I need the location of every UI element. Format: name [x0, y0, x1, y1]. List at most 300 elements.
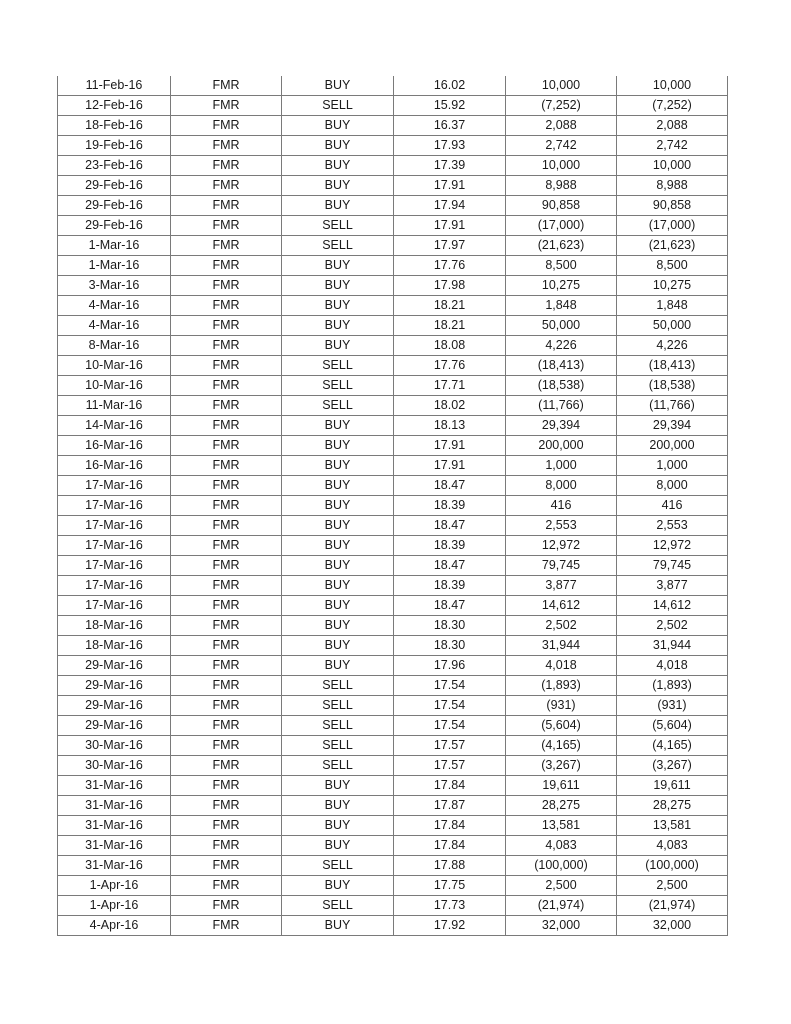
shares-cell: 1,848 — [506, 296, 617, 316]
action-cell: BUY — [282, 116, 394, 136]
price-cell: 18.39 — [394, 536, 506, 556]
shares-cell: 2,553 — [506, 516, 617, 536]
net-shares-cell: 14,612 — [617, 596, 728, 616]
net-shares-cell: (21,974) — [617, 896, 728, 916]
shares-cell: (7,252) — [506, 96, 617, 116]
table-row — [58, 116, 728, 136]
table-row — [58, 696, 728, 716]
date-cell: 30-Mar-16 — [58, 756, 171, 776]
price-cell: 17.91 — [394, 216, 506, 236]
net-shares-cell: (17,000) — [617, 216, 728, 236]
action-cell: BUY — [282, 816, 394, 836]
action-cell: BUY — [282, 336, 394, 356]
price-cell: 18.39 — [394, 496, 506, 516]
table-row — [58, 236, 728, 256]
action-cell: SELL — [282, 236, 394, 256]
date-cell: 31-Mar-16 — [58, 816, 171, 836]
price-cell: 17.76 — [394, 356, 506, 376]
net-shares-cell: (11,766) — [617, 396, 728, 416]
holder-cell: FMR — [171, 696, 282, 716]
action-cell: BUY — [282, 916, 394, 936]
price-cell: 17.84 — [394, 776, 506, 796]
table-row — [58, 776, 728, 796]
net-shares-cell: 4,018 — [617, 656, 728, 676]
net-shares-cell: 2,553 — [617, 516, 728, 536]
table-row — [58, 316, 728, 336]
table-row — [58, 836, 728, 856]
net-shares-cell: (21,623) — [617, 236, 728, 256]
table-row — [58, 736, 728, 756]
action-cell: BUY — [282, 836, 394, 856]
shares-cell: 2,742 — [506, 136, 617, 156]
holder-cell: FMR — [171, 836, 282, 856]
net-shares-cell: 1,000 — [617, 456, 728, 476]
date-cell: 4-Apr-16 — [58, 916, 171, 936]
shares-cell: (21,623) — [506, 236, 617, 256]
net-shares-cell: (100,000) — [617, 856, 728, 876]
shares-cell: 3,877 — [506, 576, 617, 596]
date-cell: 31-Mar-16 — [58, 856, 171, 876]
date-cell: 8-Mar-16 — [58, 336, 171, 356]
date-cell: 3-Mar-16 — [58, 276, 171, 296]
holder-cell: FMR — [171, 256, 282, 276]
shares-cell: 10,000 — [506, 156, 617, 176]
date-cell: 29-Mar-16 — [58, 696, 171, 716]
shares-cell: (3,267) — [506, 756, 617, 776]
table-row — [58, 636, 728, 656]
date-cell: 23-Feb-16 — [58, 156, 171, 176]
price-cell: 17.84 — [394, 836, 506, 856]
table-row — [58, 196, 728, 216]
action-cell: BUY — [282, 776, 394, 796]
date-cell: 1-Apr-16 — [58, 876, 171, 896]
holder-cell: FMR — [171, 176, 282, 196]
shares-cell: 200,000 — [506, 436, 617, 456]
price-cell: 17.73 — [394, 896, 506, 916]
table-row — [58, 676, 728, 696]
action-cell: BUY — [282, 616, 394, 636]
net-shares-cell: (18,413) — [617, 356, 728, 376]
action-cell: BUY — [282, 496, 394, 516]
table-row — [58, 796, 728, 816]
table-row — [58, 456, 728, 476]
holder-cell: FMR — [171, 736, 282, 756]
net-shares-cell: 2,088 — [617, 116, 728, 136]
shares-cell: 19,611 — [506, 776, 617, 796]
holder-cell: FMR — [171, 896, 282, 916]
table-row — [58, 216, 728, 236]
price-cell: 18.47 — [394, 556, 506, 576]
action-cell: BUY — [282, 256, 394, 276]
holder-cell: FMR — [171, 236, 282, 256]
holder-cell: FMR — [171, 496, 282, 516]
date-cell: 17-Mar-16 — [58, 536, 171, 556]
shares-cell: (5,604) — [506, 716, 617, 736]
action-cell: BUY — [282, 636, 394, 656]
table-row — [58, 596, 728, 616]
price-cell: 18.39 — [394, 576, 506, 596]
table-row — [58, 496, 728, 516]
shares-cell: 90,858 — [506, 196, 617, 216]
table-row — [58, 356, 728, 376]
date-cell: 19-Feb-16 — [58, 136, 171, 156]
table-row — [58, 276, 728, 296]
shares-cell: 12,972 — [506, 536, 617, 556]
net-shares-cell: 2,502 — [617, 616, 728, 636]
holder-cell: FMR — [171, 676, 282, 696]
action-cell: SELL — [282, 396, 394, 416]
price-cell: 18.47 — [394, 516, 506, 536]
action-cell: BUY — [282, 536, 394, 556]
holder-cell: FMR — [171, 596, 282, 616]
date-cell: 29-Mar-16 — [58, 676, 171, 696]
net-shares-cell: 2,500 — [617, 876, 728, 896]
action-cell: BUY — [282, 136, 394, 156]
shares-cell: 4,083 — [506, 836, 617, 856]
table-row — [58, 76, 728, 96]
table-row — [58, 336, 728, 356]
price-cell: 17.92 — [394, 916, 506, 936]
shares-cell: 28,275 — [506, 796, 617, 816]
action-cell: SELL — [282, 696, 394, 716]
action-cell: BUY — [282, 456, 394, 476]
date-cell: 31-Mar-16 — [58, 836, 171, 856]
net-shares-cell: 50,000 — [617, 316, 728, 336]
date-cell: 10-Mar-16 — [58, 356, 171, 376]
action-cell: BUY — [282, 556, 394, 576]
net-shares-cell: 19,611 — [617, 776, 728, 796]
price-cell: 17.57 — [394, 736, 506, 756]
price-cell: 15.92 — [394, 96, 506, 116]
net-shares-cell: 8,500 — [617, 256, 728, 276]
holder-cell: FMR — [171, 336, 282, 356]
net-shares-cell: 4,083 — [617, 836, 728, 856]
shares-cell: 2,500 — [506, 876, 617, 896]
transactions-table-body — [58, 76, 728, 936]
holder-cell: FMR — [171, 216, 282, 236]
net-shares-cell: 3,877 — [617, 576, 728, 596]
price-cell: 18.30 — [394, 616, 506, 636]
table-row — [58, 516, 728, 536]
date-cell: 1-Mar-16 — [58, 236, 171, 256]
action-cell: BUY — [282, 476, 394, 496]
holder-cell: FMR — [171, 416, 282, 436]
price-cell: 18.21 — [394, 316, 506, 336]
net-shares-cell: 28,275 — [617, 796, 728, 816]
price-cell: 17.87 — [394, 796, 506, 816]
action-cell: SELL — [282, 356, 394, 376]
shares-cell: 50,000 — [506, 316, 617, 336]
shares-cell: 29,394 — [506, 416, 617, 436]
net-shares-cell: 2,742 — [617, 136, 728, 156]
holder-cell: FMR — [171, 916, 282, 936]
shares-cell: 10,000 — [506, 76, 617, 96]
date-cell: 17-Mar-16 — [58, 476, 171, 496]
shares-cell: (1,893) — [506, 676, 617, 696]
table-row — [58, 536, 728, 556]
holder-cell: FMR — [171, 76, 282, 96]
price-cell: 17.76 — [394, 256, 506, 276]
holder-cell: FMR — [171, 116, 282, 136]
holder-cell: FMR — [171, 136, 282, 156]
date-cell: 29-Mar-16 — [58, 656, 171, 676]
action-cell: SELL — [282, 216, 394, 236]
table-row — [58, 436, 728, 456]
table-row — [58, 716, 728, 736]
holder-cell: FMR — [171, 296, 282, 316]
net-shares-cell: (4,165) — [617, 736, 728, 756]
shares-cell: 79,745 — [506, 556, 617, 576]
holder-cell: FMR — [171, 716, 282, 736]
date-cell: 1-Mar-16 — [58, 256, 171, 276]
net-shares-cell: 4,226 — [617, 336, 728, 356]
table-row — [58, 616, 728, 636]
action-cell: SELL — [282, 856, 394, 876]
shares-cell: 14,612 — [506, 596, 617, 616]
shares-cell: 32,000 — [506, 916, 617, 936]
shares-cell: 4,226 — [506, 336, 617, 356]
shares-cell: 10,275 — [506, 276, 617, 296]
action-cell: BUY — [282, 156, 394, 176]
shares-cell: 8,500 — [506, 256, 617, 276]
holder-cell: FMR — [171, 156, 282, 176]
date-cell: 29-Feb-16 — [58, 176, 171, 196]
price-cell: 17.97 — [394, 236, 506, 256]
date-cell: 17-Mar-16 — [58, 576, 171, 596]
table-row — [58, 756, 728, 776]
price-cell: 17.94 — [394, 196, 506, 216]
shares-cell: (931) — [506, 696, 617, 716]
holder-cell: FMR — [171, 436, 282, 456]
price-cell: 18.47 — [394, 596, 506, 616]
table-row — [58, 816, 728, 836]
shares-cell: (18,413) — [506, 356, 617, 376]
holder-cell: FMR — [171, 856, 282, 876]
date-cell: 17-Mar-16 — [58, 496, 171, 516]
date-cell: 16-Mar-16 — [58, 456, 171, 476]
shares-cell: 31,944 — [506, 636, 617, 656]
net-shares-cell: 10,000 — [617, 156, 728, 176]
price-cell: 17.88 — [394, 856, 506, 876]
holder-cell: FMR — [171, 556, 282, 576]
date-cell: 31-Mar-16 — [58, 776, 171, 796]
shares-cell: (18,538) — [506, 376, 617, 396]
holder-cell: FMR — [171, 316, 282, 336]
price-cell: 17.93 — [394, 136, 506, 156]
table-row — [58, 416, 728, 436]
net-shares-cell: 1,848 — [617, 296, 728, 316]
holder-cell: FMR — [171, 456, 282, 476]
action-cell: SELL — [282, 736, 394, 756]
action-cell: BUY — [282, 196, 394, 216]
price-cell: 17.75 — [394, 876, 506, 896]
net-shares-cell: 79,745 — [617, 556, 728, 576]
table-row — [58, 476, 728, 496]
net-shares-cell: (931) — [617, 696, 728, 716]
holder-cell: FMR — [171, 816, 282, 836]
net-shares-cell: 29,394 — [617, 416, 728, 436]
price-cell: 17.54 — [394, 676, 506, 696]
net-shares-cell: 10,000 — [617, 76, 728, 96]
net-shares-cell: (3,267) — [617, 756, 728, 776]
table-row — [58, 576, 728, 596]
net-shares-cell: 8,000 — [617, 476, 728, 496]
holder-cell: FMR — [171, 396, 282, 416]
holder-cell: FMR — [171, 476, 282, 496]
holder-cell: FMR — [171, 536, 282, 556]
date-cell: 17-Mar-16 — [58, 516, 171, 536]
action-cell: SELL — [282, 676, 394, 696]
shares-cell: (4,165) — [506, 736, 617, 756]
date-cell: 4-Mar-16 — [58, 296, 171, 316]
date-cell: 30-Mar-16 — [58, 736, 171, 756]
date-cell: 17-Mar-16 — [58, 596, 171, 616]
date-cell: 11-Feb-16 — [58, 76, 171, 96]
action-cell: BUY — [282, 296, 394, 316]
date-cell: 12-Feb-16 — [58, 96, 171, 116]
price-cell: 18.13 — [394, 416, 506, 436]
holder-cell: FMR — [171, 516, 282, 536]
holder-cell: FMR — [171, 656, 282, 676]
shares-cell: (17,000) — [506, 216, 617, 236]
shares-cell: (21,974) — [506, 896, 617, 916]
holder-cell: FMR — [171, 576, 282, 596]
date-cell: 18-Feb-16 — [58, 116, 171, 136]
net-shares-cell: (5,604) — [617, 716, 728, 736]
price-cell: 17.54 — [394, 696, 506, 716]
table-row — [58, 376, 728, 396]
holder-cell: FMR — [171, 776, 282, 796]
table-row — [58, 256, 728, 276]
net-shares-cell: 12,972 — [617, 536, 728, 556]
price-cell: 17.96 — [394, 656, 506, 676]
shares-cell: 2,088 — [506, 116, 617, 136]
shares-cell: 2,502 — [506, 616, 617, 636]
action-cell: BUY — [282, 796, 394, 816]
price-cell: 17.39 — [394, 156, 506, 176]
action-cell: BUY — [282, 656, 394, 676]
action-cell: SELL — [282, 96, 394, 116]
holder-cell: FMR — [171, 796, 282, 816]
date-cell: 18-Mar-16 — [58, 636, 171, 656]
price-cell: 18.21 — [394, 296, 506, 316]
action-cell: BUY — [282, 76, 394, 96]
action-cell: BUY — [282, 276, 394, 296]
shares-cell: 8,000 — [506, 476, 617, 496]
price-cell: 16.37 — [394, 116, 506, 136]
holder-cell: FMR — [171, 376, 282, 396]
table-row — [58, 656, 728, 676]
price-cell: 18.30 — [394, 636, 506, 656]
holder-cell: FMR — [171, 876, 282, 896]
holder-cell: FMR — [171, 196, 282, 216]
shares-cell: (11,766) — [506, 396, 617, 416]
price-cell: 17.98 — [394, 276, 506, 296]
net-shares-cell: 90,858 — [617, 196, 728, 216]
date-cell: 18-Mar-16 — [58, 616, 171, 636]
net-shares-cell: 416 — [617, 496, 728, 516]
action-cell: BUY — [282, 576, 394, 596]
action-cell: SELL — [282, 376, 394, 396]
price-cell: 17.71 — [394, 376, 506, 396]
date-cell: 11-Mar-16 — [58, 396, 171, 416]
date-cell: 14-Mar-16 — [58, 416, 171, 436]
net-shares-cell: 10,275 — [617, 276, 728, 296]
net-shares-cell: (7,252) — [617, 96, 728, 116]
holder-cell: FMR — [171, 636, 282, 656]
action-cell: SELL — [282, 756, 394, 776]
table-row — [58, 856, 728, 876]
table-row — [58, 916, 728, 936]
date-cell: 4-Mar-16 — [58, 316, 171, 336]
price-cell: 18.08 — [394, 336, 506, 356]
net-shares-cell: 32,000 — [617, 916, 728, 936]
net-shares-cell: 31,944 — [617, 636, 728, 656]
table-row — [58, 176, 728, 196]
shares-cell: 1,000 — [506, 456, 617, 476]
shares-cell: 4,018 — [506, 656, 617, 676]
date-cell: 1-Apr-16 — [58, 896, 171, 916]
net-shares-cell: 200,000 — [617, 436, 728, 456]
net-shares-cell: (18,538) — [617, 376, 728, 396]
action-cell: SELL — [282, 716, 394, 736]
net-shares-cell: 8,988 — [617, 176, 728, 196]
date-cell: 17-Mar-16 — [58, 556, 171, 576]
price-cell: 16.02 — [394, 76, 506, 96]
action-cell: BUY — [282, 316, 394, 336]
holder-cell: FMR — [171, 356, 282, 376]
action-cell: BUY — [282, 436, 394, 456]
table-row — [58, 876, 728, 896]
transactions-table — [57, 76, 728, 936]
date-cell: 16-Mar-16 — [58, 436, 171, 456]
holder-cell: FMR — [171, 96, 282, 116]
action-cell: BUY — [282, 176, 394, 196]
table-row — [58, 896, 728, 916]
price-cell: 17.54 — [394, 716, 506, 736]
shares-cell: 13,581 — [506, 816, 617, 836]
price-cell: 18.02 — [394, 396, 506, 416]
date-cell: 29-Feb-16 — [58, 196, 171, 216]
date-cell: 10-Mar-16 — [58, 376, 171, 396]
action-cell: BUY — [282, 416, 394, 436]
table-row — [58, 396, 728, 416]
table-row — [58, 296, 728, 316]
action-cell: BUY — [282, 876, 394, 896]
table-row — [58, 96, 728, 116]
shares-cell: 8,988 — [506, 176, 617, 196]
table-row — [58, 136, 728, 156]
action-cell: BUY — [282, 596, 394, 616]
price-cell: 17.91 — [394, 436, 506, 456]
holder-cell: FMR — [171, 616, 282, 636]
action-cell: SELL — [282, 896, 394, 916]
holder-cell: FMR — [171, 756, 282, 776]
price-cell: 17.91 — [394, 176, 506, 196]
shares-cell: (100,000) — [506, 856, 617, 876]
shares-cell: 416 — [506, 496, 617, 516]
date-cell: 29-Feb-16 — [58, 216, 171, 236]
price-cell: 17.84 — [394, 816, 506, 836]
date-cell: 29-Mar-16 — [58, 716, 171, 736]
table-row — [58, 556, 728, 576]
price-cell: 17.91 — [394, 456, 506, 476]
holder-cell: FMR — [171, 276, 282, 296]
net-shares-cell: 13,581 — [617, 816, 728, 836]
table-row — [58, 156, 728, 176]
price-cell: 17.57 — [394, 756, 506, 776]
price-cell: 18.47 — [394, 476, 506, 496]
